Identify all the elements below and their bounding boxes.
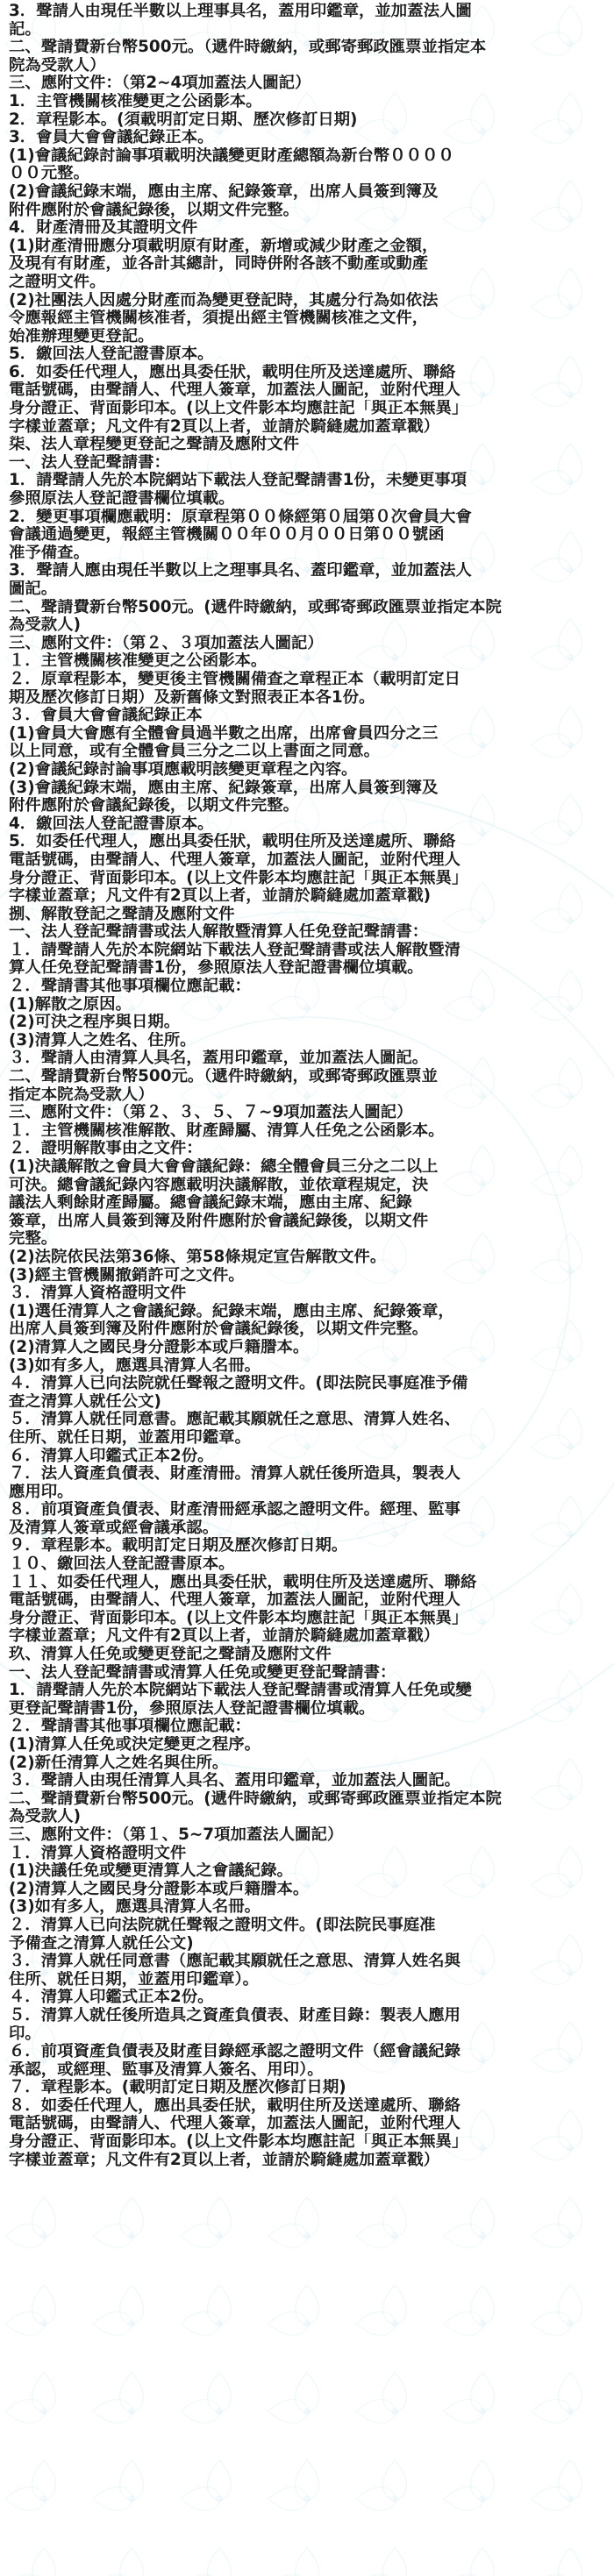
document-line: 2．變更事項欄應載明：原章程第００條經第０屆第０次會員大會 bbox=[9, 508, 472, 526]
document-line: (1)決議任免或變更清算人之會議紀錄。 bbox=[9, 1862, 293, 1881]
document-line: 1．請聲請人先於本院網站下載法人登記聲請書或清算人任免或變 bbox=[9, 1682, 472, 1700]
document-line: 三、應附文件：（第２、３、５、７~9項加蓋法人圖記） bbox=[9, 1104, 413, 1122]
document-line: 二、聲請費新台幣500元。(遞件時繳納，或郵寄郵政匯票並指定本院 bbox=[9, 598, 502, 616]
document-line: 捌、解散登記之聲請及應附文件 bbox=[9, 905, 235, 923]
document-line: (1)決議解散之會員大會會議紀錄：總全體會員三分之二以上 bbox=[9, 1158, 439, 1176]
document-line: ３．清算人就任同意書（應記載其願就任之意思、清算人姓名與 bbox=[9, 1953, 460, 1971]
document-line: (2)可決之程序與日期。 bbox=[9, 1014, 181, 1032]
document-line: 應用印。 bbox=[9, 1483, 74, 1501]
document-line: (2)會議紀錄討論事項應載明該變更章程之內容。 bbox=[9, 760, 358, 779]
document-line: １１、如委任代理人，應出具委任狀，載明住所及送達處所、聯絡 bbox=[9, 1573, 477, 1591]
document-line: 准予備查。 bbox=[9, 544, 89, 562]
document-line: 及清算人簽章或經會議承認。 bbox=[9, 1519, 219, 1537]
document-line: 4．財產清冊及其證明文件 bbox=[9, 219, 198, 238]
document-line: 指定本院為受款人） bbox=[9, 1085, 154, 1104]
document-line: (3)會議紀錄末端，應由主席、紀錄簽章，出席人員簽到簿及 bbox=[9, 779, 439, 797]
document-line: 印。 bbox=[9, 2025, 41, 2043]
document-line: 一、法人登記聲請書或法人解散暨清算人任免登記聲請書： bbox=[9, 923, 429, 942]
document-line: ４．清算人印鑑式正本2份。 bbox=[9, 1989, 214, 2007]
document-line: 記。 bbox=[9, 20, 41, 39]
document-line: ２．聲請書其他事項欄位應記載： bbox=[9, 1718, 251, 1736]
document-line: 可決。總會議紀錄內容應載明決議解散，並依章程規定，決 bbox=[9, 1176, 429, 1194]
document-line: ７．章程影本。(載明訂定日期及歷次修訂日期) bbox=[9, 2079, 346, 2097]
document-line: 會議通過變更，報經主管機關００年００月００日第００號函 bbox=[9, 526, 445, 544]
document-line: (3)如有多人，應選具清算人名冊。 bbox=[9, 1898, 261, 1917]
document-line: 附件應附於會議紀錄後，以期文件完整。 bbox=[9, 201, 300, 219]
document-line: ２．清算人已向法院就任聲報之證明文件。(即法院民事庭准 bbox=[9, 1916, 436, 1934]
document-line: 4．繳回法人登記證書原本。 bbox=[9, 815, 214, 833]
document-line: １０、繳回法人登記證書原本。 bbox=[9, 1555, 235, 1574]
document-line: (3)經主管機關撤銷許可之文件。 bbox=[9, 1266, 245, 1284]
document-line: (2)清算人之國民身分證影本或戶籍謄本。 bbox=[9, 1880, 310, 1898]
document-line: 三、應附文件：（第１、5~7項加蓋法人圖記） bbox=[9, 1825, 344, 1844]
document-line: ８．如委任代理人，應出具委任狀，載明住所及送達處所、聯絡 bbox=[9, 2096, 460, 2115]
document-line: 以上同意，或有全體會員三分之二以上書面之同意。 bbox=[9, 743, 380, 761]
document-line: (1)清算人任免或決定變更之程序。 bbox=[9, 1736, 261, 1754]
document-line: 期及歷次修訂日期）及新舊條文對照表正本各1份。 bbox=[9, 688, 375, 707]
document-line: 三、應附文件：（第2~4項加蓋法人圖記） bbox=[9, 75, 311, 93]
document-line: ３．聲請人由現任清算人具名、蓋用印鑑章，並加蓋法人圖記。 bbox=[9, 1772, 460, 1790]
document-line: １．主管機關核准變更之公函影本。 bbox=[9, 652, 268, 671]
document-line: (1)選任清算人之會議紀錄。紀錄末端，應由主席、紀錄簽章， bbox=[9, 1302, 454, 1320]
document-line: 更登記聲請書1份，參照原法人登記證書欄位填載。 bbox=[9, 1699, 375, 1718]
document-line: 電話號碼，由聲請人、代理人簽章，加蓋法人圖記，並附代理人 bbox=[9, 381, 460, 400]
document-line: 承認，或經理、監事及清算人簽名、用印）。 bbox=[9, 2060, 324, 2079]
document-line: 議法人剩餘財產歸屬。總會議紀錄末端，應由主席、紀錄 bbox=[9, 1194, 412, 1213]
document-line: (1)財產清冊應分項載明原有財產，新增或減少財產之金額， bbox=[9, 237, 439, 255]
document-line: 3．會員大會會議紀錄正本。 bbox=[9, 129, 214, 147]
document-line: 之證明文件。 bbox=[9, 273, 106, 291]
document-line: 二、聲請費新台幣500元。（遞件時繳納，或郵寄郵政匯票並 bbox=[9, 1068, 438, 1086]
document-line: ５．清算人就任同意書。應記載其願就任之意思、清算人姓名、 bbox=[9, 1411, 460, 1429]
document-line: ８．前項資產負債表、財產清冊經承認之證明文件。經理、監事 bbox=[9, 1501, 460, 1519]
document-line: ３．清算人資格證明文件 bbox=[9, 1284, 187, 1303]
document-line: 5．繳回法人登記證書原本。 bbox=[9, 345, 214, 364]
document-line: (2)清算人之國民身分證影本或戶籍謄本。 bbox=[9, 1338, 310, 1356]
document-line: 5．如委任代理人，應出具委任狀，載明住所及送達處所、聯絡 bbox=[9, 833, 456, 851]
document-line: 出席人員簽到簿及附件應附於會議紀錄後，以期文件完整。 bbox=[9, 1320, 429, 1339]
document-line: ５．清算人就任後所造具之資產負債表、財產目錄：製表人應用 bbox=[9, 2006, 460, 2025]
document-line: ９．章程影本。載明訂定日期及歷次修訂日期。 bbox=[9, 1537, 348, 1555]
document-line: 身分證正、背面影印本。(以上文件影本均應註記「與正本無異」 bbox=[9, 869, 468, 887]
document-line: 6．如委任代理人，應出具委任狀，載明住所及送達處所、聯絡 bbox=[9, 363, 456, 381]
document-line: 一、法人登記聲請書或清算人任免或變更登記聲請書： bbox=[9, 1663, 396, 1682]
document-line: 電話號碼，由聲請人、代理人簽章，加蓋法人圖記，並附代理人 bbox=[9, 850, 460, 869]
document-line: 柒、法人章程變更登記之聲請及應附文件 bbox=[9, 436, 300, 454]
document-line: １．清算人資格證明文件 bbox=[9, 1844, 187, 1862]
document-line: 始准辦理變更登記。 bbox=[9, 327, 154, 345]
document-line: 簽章，出席人員簽到簿及附件應附於會議紀錄後，以期文件 bbox=[9, 1212, 429, 1230]
document-line: 1．請聲請人先於本院網站下載法人登記聲請書1份，未變更事項 bbox=[9, 472, 468, 490]
document-line: 二、聲請費新台幣500元。（遞件時繳納，或郵寄郵政匯票並指定本 bbox=[9, 39, 487, 57]
document-line: 參照原法人登記證書欄位填載。 bbox=[9, 490, 235, 509]
document-line: 住所、就任日期，並蓋用印鑑章）。 bbox=[9, 1970, 260, 1989]
document-line: 為受款人) bbox=[9, 1808, 81, 1826]
document-line: ７．法人資產負債表、財產清冊。清算人就任後所造具，製表人 bbox=[9, 1465, 460, 1484]
document-line: (2)社團法人因處分財產而為變更登記時，其處分行為如依法 bbox=[9, 291, 439, 310]
document-line: (3)清算人之姓名、住所。 bbox=[9, 1031, 196, 1050]
document-line: １．主管機關核准解散、財產歸屬、清算人任免之公函影本。 bbox=[9, 1121, 445, 1140]
document-line: 身分證正、背面影印本。(以上文件影本均應註記「與正本無異」 bbox=[9, 400, 468, 418]
document-line: 字樣並蓋章；凡文件有2頁以上者，並請於騎縫處加蓋章戳） bbox=[9, 1627, 439, 1646]
document-line: 字樣並蓋章；凡文件有2頁以上者，並請於騎縫處加蓋章戳） bbox=[9, 417, 439, 436]
document-line: ３．聲請人由清算人具名，蓋用印鑑章，並加蓋法人圖記。 bbox=[9, 1050, 429, 1068]
document-line: 1．主管機關核准變更之公函影本。 bbox=[9, 92, 262, 110]
document-line: 住所、就任日期，並蓋用印鑑章。 bbox=[9, 1428, 251, 1447]
document-line: 查之清算人就任公文) bbox=[9, 1392, 161, 1411]
document-line: 完整。 bbox=[9, 1230, 58, 1249]
document-line: 2．章程影本。(須載明訂定日期、歷次修訂日期) bbox=[9, 110, 358, 129]
document-line: 電話號碼，由聲請人、代理人簽章，加蓋法人圖記，並附代理人 bbox=[9, 2115, 460, 2133]
document-line: (1)會員大會應有全體會員過半數之出席，出席會員四分之三 bbox=[9, 724, 439, 743]
document-line: ２．原章程影本，變更後主管機關備查之章程正本（載明訂定日 bbox=[9, 670, 460, 688]
document-line: １．請聲請人先於本院網站下載法人登記聲請書或法人解散暨清 bbox=[9, 941, 460, 959]
document-line: ６．前項資產負債表及財產目錄經承認之證明文件（經會議紀錄 bbox=[9, 2043, 460, 2061]
document-line: ２．聲請書其他事項欄位應記載： bbox=[9, 978, 251, 996]
document-line: 字樣並蓋章；凡文件有2頁以上者，並請於騎縫處加蓋章戳) bbox=[9, 887, 431, 906]
document-line: ６．清算人印鑑式正本2份。 bbox=[9, 1447, 214, 1465]
document-line: (2)法院依民法第36條、第58條規定宣告解散文件。 bbox=[9, 1248, 387, 1266]
document-line: (2)新任清算人之姓名與住所。 bbox=[9, 1754, 229, 1772]
document-line: ００元整。 bbox=[9, 165, 89, 183]
document-line: (1)會議紀錄討論事項載明決議變更財產總額為新台幣００００ bbox=[9, 146, 454, 165]
document-line: 令應報經主管機關核准者，須提出經主管機關核准之文件， bbox=[9, 310, 429, 328]
document-line: 二、聲請費新台幣500元。(遞件時繳納，或郵寄郵政匯票並指定本院 bbox=[9, 1790, 502, 1808]
document-line: ４．清算人已向法院就任聲報之證明文件。(即法院民事庭准予備 bbox=[9, 1375, 468, 1393]
document-line: (1)解散之原因。 bbox=[9, 995, 132, 1014]
document-line: 身分證正、背面影印本。(以上文件影本均應註記「與正本無異」 bbox=[9, 1609, 468, 1627]
document-line: 3．聲請人應由現任半數以上之理事具名、蓋印鑑章，並加蓋法人 bbox=[9, 562, 472, 580]
document-line: 及現有有財產，並各計其總計，同時併附各該不動產或動產 bbox=[9, 255, 429, 274]
document-line: 字樣並蓋章；凡文件有2頁以上者，並請於騎縫處加蓋章戳） bbox=[9, 2151, 439, 2169]
document-line: 圖記。 bbox=[9, 580, 58, 598]
document-line: 附件應附於會議紀錄後，以期文件完整。 bbox=[9, 797, 300, 815]
document-line: 電話號碼，由聲請人、代理人簽章，加蓋法人圖記，並附代理人 bbox=[9, 1591, 460, 1610]
document-line: (2)會議紀錄末端，應由主席、紀錄簽章，出席人員簽到簿及 bbox=[9, 182, 439, 201]
document-line: ３．會員大會會議紀錄正本 bbox=[9, 707, 203, 725]
document-line: 三、應附文件：（第２、３項加蓋法人圖記） bbox=[9, 634, 324, 652]
document-line: 3．聲請人由現任半數以上理事具名，蓋用印鑑章，並加蓋法人圖 bbox=[9, 3, 472, 20]
document-line: 一、法人登記聲請書： bbox=[9, 453, 170, 472]
document-line: 院為受款人） bbox=[9, 56, 106, 75]
document-line: 為受款人) bbox=[9, 616, 81, 635]
document-line: 玖、清算人任免或變更登記之聲請及應附文件 bbox=[9, 1646, 332, 1664]
document-line: 身分證正、背面影印本。(以上文件影本均應註記「與正本無異」 bbox=[9, 2133, 468, 2152]
document-line: ２．證明解散事由之文件： bbox=[9, 1140, 203, 1158]
document-line: 算人任免登記聲請書1份，參照原法人登記證書欄位填載。 bbox=[9, 959, 424, 978]
document-line: 予備查之清算人就任公文) bbox=[9, 1934, 194, 1953]
document-line: (3)如有多人，應選具清算人名冊。 bbox=[9, 1356, 261, 1375]
